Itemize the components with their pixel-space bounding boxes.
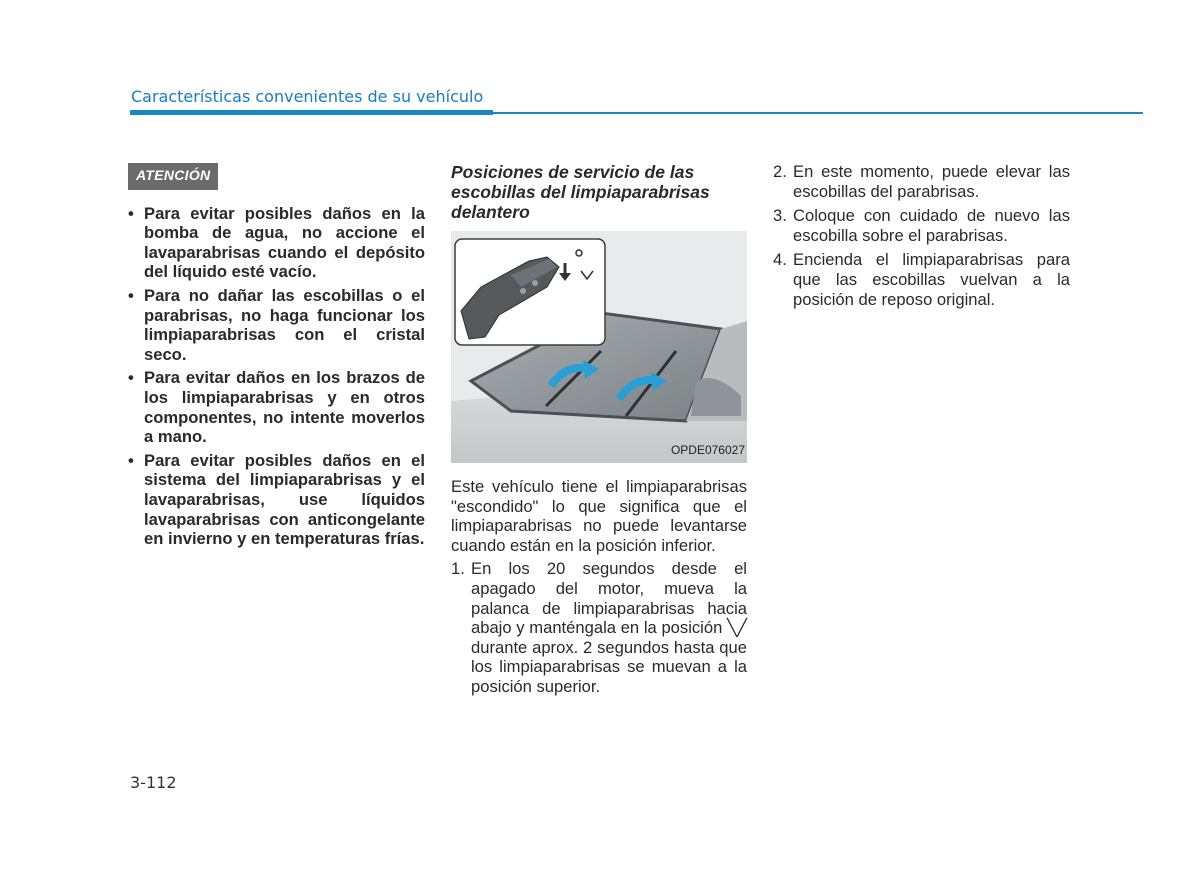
step-item	[773, 162, 1070, 201]
figure-code-label: OPDE076027	[670, 443, 745, 458]
caution-column	[128, 163, 425, 553]
steps-list-part2	[773, 162, 1070, 309]
step-number: 1.	[451, 559, 465, 579]
step-item	[451, 559, 747, 696]
section-header-title: Características convenientes de su vehículo	[131, 87, 484, 106]
step-item	[773, 250, 1070, 309]
page-number: 3-112	[130, 773, 177, 792]
wiper-service-illustration	[451, 231, 747, 463]
steps-column	[773, 162, 1070, 314]
step-number: 4.	[773, 250, 787, 270]
wiper-illustration-drawing	[451, 231, 747, 463]
header-rule-accent	[130, 110, 493, 115]
service-intro-paragraph: Este vehículo tiene el limpiaparabrisas "escondido" lo que significa que el limpiaparabrisas no puede levantarse cuando están en la posición inferior.	[451, 477, 747, 555]
caution-badge: ATENCIÓN	[128, 163, 218, 190]
step-number: 3.	[773, 206, 787, 226]
caution-list	[128, 204, 425, 549]
service-column	[451, 162, 747, 702]
caution-item: • Para evitar posibles daños en la bomba de agua, no accione el lavaparabrisas cuando el depósito del líquido esté vacío.	[128, 204, 425, 282]
step-text: En los 20 segundos desde el apagado del motor, mueva la palanca de limpiaparabrisas hacia abajo y manténgala en la posición ╲╱ durante aprox. 2 segundos hasta que los limpiaparabrisas se muevan a la posición superior.	[471, 559, 747, 696]
caution-item: • Para evitar posibles daños en el sistema del limpiaparabrisas y el lavaparabrisas, use líquidos lavaparabrisas con anticongelante en invierno y en temperaturas frías.	[128, 451, 425, 549]
caution-item: • Para no dañar las escobillas o el parabrisas, no haga funcionar los limpiaparabrisas con el cristal seco.	[128, 286, 425, 364]
step-number: 2.	[773, 162, 787, 181]
caution-item: • Para evitar daños en los brazos de los limpiaparabrisas y en otros componentes, no intente moverlos a mano.	[128, 368, 425, 446]
step-text: En este momento, puede elevar las escobillas del parabrisas.	[793, 162, 1070, 201]
step-text: Encienda el limpiaparabrisas para que las escobillas vuelvan a la posición de reposo original.	[793, 250, 1070, 309]
step-item	[773, 206, 1070, 245]
step-text: Coloque con cuidado de nuevo las escobilla sobre el parabrisas.	[793, 206, 1070, 245]
steps-list-part1	[451, 559, 747, 696]
service-section-title: Posiciones de servicio de las escobillas del limpiaparabrisas delantero	[451, 162, 710, 222]
